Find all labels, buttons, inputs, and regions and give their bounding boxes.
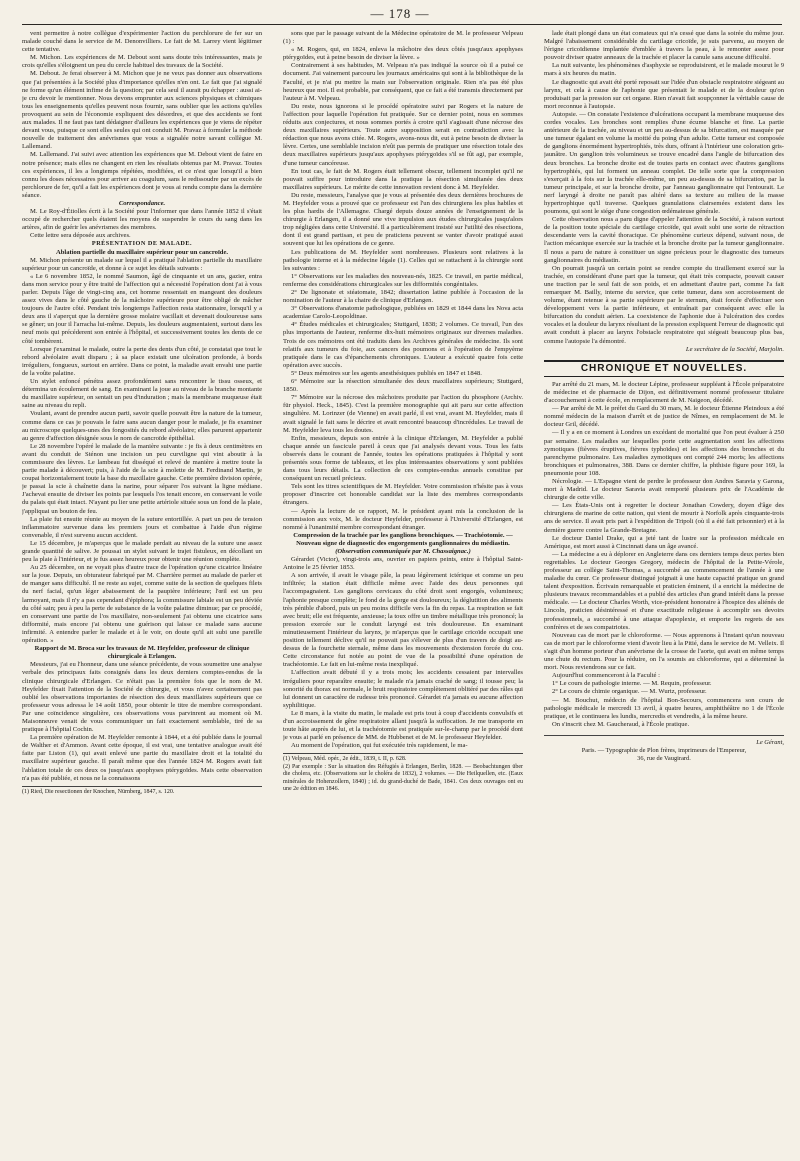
page-number: — 178 — xyxy=(370,6,430,21)
secretary-signature: Le secrétaire de la Société, Marjolin. xyxy=(685,345,784,353)
paragraph: L'affection avait débuté il y a trois mois; les accidents cessaient par intervalles irréguliers pour reparaître ensuite; le malade n'a jamais craché de sang; il tousse peu; la sonorité du thorax est normale, le bruit respiratoire complètement oblitéré par des râles qui lui donnent un caractère de rudesse très prononcé. Gérardet n'a jamais eu aucune affection syphilitique. xyxy=(283,669,523,709)
paragraph: Cette observation nous a paru digne d'appeler l'attention de la Société, à raison surtout de la position toute spéciale du cartilage cricoïde, qui avait subi une sorte de rétraction descendante vers la cavité thoracique. Ce phénomène curieux dépend, suivant nous, de l'action mécanique exercée sur la trachée et la bronche droite par la tumeur ganglionnaire. Il nous a paru de nature à constituer un signe précieux pour le diagnostic des tumeurs ganglionnaires du médiastin. xyxy=(544,216,784,264)
paragraph: — La médecine a eu à déplorer en Angleterre dans ces derniers temps deux pertes bien regrettables. Le docteur Georges Gregory, médecin de l'hôpital de la Petite-Vérole, professeur au collège Saint-Thomas, a succombé au commencement de l'année à une maladie du cœur. Ce professeur distingué joignait à une haute capacité pratique un grand talent d'exposition. Écrivain remarquable et praticien éminent, il a enrichi la médecine de plusieurs travaux recommandables et a publié des articles d'un grand intérêt dans la presse médicale. — Le docteur Charles Worth, vice-président honoraire à l'hospice des aliénés de Lincoln, praticien désintéressé et d'une exactitude religieuse à accomplir ses devoirs professionnels, a succombé à une attaque d'apoplexie, et emporte les regrets de ses confrères et de ses compatriotes. xyxy=(544,550,784,631)
paragraph: — Il y a en ce moment à Londres un excédant de mortalité que l'on peut évaluer à 250 par semaine. Les maladies sur lesquelles porte cette augmentation sont les affections zymotiques (fièvres éruptives, fièvres typhoïdes) et les affections des bronches et du parenchyme pulmonaire. Les maladies zymotiques ont compté 244 morts; les affections bronchiques et pulmonaires, 388. Dans ce dernier chiffre, la phthisie figure pour 169, la pneumonie pour 108. xyxy=(544,429,784,477)
paragraph: Les publications de M. Heyfelder sont nombreuses. Plusieurs sont relatives à la pathologie interne et à la médecine légale (1). Celles qui se rattachent à la chirurgie sont les suivantes : xyxy=(283,248,523,272)
article-heading-ablation: Ablation partielle du maxillaire supérieur pour un cancroïde. xyxy=(55,248,229,256)
paragraph: On s'inscrit chez M. Gaucheraud, à l'École pratique. xyxy=(552,720,690,728)
column-3 xyxy=(544,30,784,1148)
gerant-label: Le Gérant, xyxy=(756,738,784,746)
paragraph: M. Lallemand. J'ai suivi avec attention les expériences que M. Debout vient de faire en notre présence; mais elles ne changent en rien les résultats obtenus par M. Pravaz. Toutes ces expériences, il les a longtemps répétées, modifiées, et ce n'est que lorsqu'il a bien connu les doses nécessaires pour arriver au coagulum, sans le redissoudre par un excès de perchlorure de fer, qu'il a fait les expériences dont je vous ai rendu compte dans la dernière séance. xyxy=(22,151,262,199)
paragraph: Tels sont les titres scientifiques de M. Heyfelder. Votre commission n'hésite pas à vous proposer d'inscrire cet honorable candidat sur la liste des membres correspondants étrangers. xyxy=(283,483,523,507)
paragraph: sons que par le passage suivant de la Médecine opératoire de M. le professeur Velpeau (1) : xyxy=(283,30,523,46)
paragraph: M. Debout. Je ferai observer à M. Michon que je ne veux pas donner aux observations que j'ai présentées à la Société plus d'importance qu'elles n'en ont. Le fait que j'ai signalé ne forme qu'un élément infime de la question; par cela seul il aurait pu échapper : aussi ai-je cru devoir le mentionner. Nous devons emprunter aux sciences physiques et chimiques tous les enseignements qu'elles peuvent nous fournir, sans oublier que les actions qu'elles provoquent au sein de l'économie expliquent des désordres, et que des accidents se font aux malades. Il ne faut pas tant dédaigner d'ailleurs les expériences que je viens de répéter devant vous, puisque ce sont elles seules qui ont conduit M. Pravaz à formuler la méthode nouvelle de traitement des anévrismes que vous a signalée notre savant collègue M. Lallemand. xyxy=(22,70,262,151)
imprint xyxy=(544,735,784,763)
paragraph: Au 25 décembre, on ne voyait plus d'autre trace de l'opération qu'une cicatrice linéaire sur la joue. Depuis, un obturateur fabriqué par M. Charrière permet au malade de parler et de manger sans difficulté. Il ne reste au sujet, comme suite de la section de quelques filets du nerf facial, qu'un léger abaissement de la paupière inférieure; l'œil est un peu larmoyant, mais il n'y a pas cependant d'épiphora; la commissure labiale est un peu déviée du côté sain; peu à peu la perte de substance de la voûte palatine diminue; par ce procédé, en conservant une partie de l'os maxillaire, non-seulement j'ai obtenu une cicatrice sans difformité, mais encore j'ai obtenu une guérison qui laisse ce malade sans aucune infirmité. A entendre parler le malade et à le voir, on doute qu'il ait subi une pareille opération. » xyxy=(22,564,262,645)
paragraph: Voulant, avant de prendre aucun parti, savoir quelle pouvait être la nature de la tumeur, comme dans ce cas je pouvais le faire sans aucun danger pour le malade, je fis examiner au microscope quelques-unes des fongosités du rebord alvéolaire; elles parurent appartenir au genre d'affection désignée sous le nom de cancroïde épithélial. xyxy=(22,410,262,442)
paragraph: Du reste, nous ignorons si le procédé opératoire suivi par Rogers et la nature de l'affection pour laquelle l'opération fut pratiquée. Sur ce dernier point, nous en sommes réduits aux conjectures, et nous sommes portés à croire qu'il s'agissait d'une nécrose des deux maxillaires supérieurs. Toute autre supposition serait en contradiction avec la rédaction que nous avons citée. M. Rogers, avons-nous dit, eut à peine besoin de diviser la lèvre. Certes, une semblable incision n'eût pas permis de pratiquer une résection totale des deux maxillaires supérieurs jusqu'aux apophyses ptérygoïdes s'il se fût agi, par exemple, d'une tumeur cancéreuse. xyxy=(283,102,523,167)
paragraph: Autopsie. — On constate l'existence d'ulcérations occupant la membrane muqueuse des cordes vocales. Les bronches sont remplies d'une écume blanche et fine. La partie antérieure de la trachée, au niveau et un peu au-dessus de sa bifurcation, est masquée par une tumeur égalant en volume la moitié du poing d'un adulte. Cette tumeur est composée de ganglions énormément hypertrophiés, très durs, offrant à l'intérieur une coloration gris-jaunâtre. Un ganglion très volumineux se trouve encadré dans l'angle de bifurcation des deux bronches. La bronche droite est de toutes parts en contact avec d'autres ganglions hypertrophiés, qui lui forment un anneau complet. De telle sorte que la compression s'exerçait à la fois sur la trachée elle-même, un peu au-dessus de sa bifurcation, par la tumeur principale, et sur la bronche droite, par l'anneau ganglionnaire qui l'entourait. Le nerf laryngé à droite ne paraît pas altéré dans sa texture au milieu de la masse hypertrophique qu'il traverse. Quelques granulations clairsemées existent dans les poumons, qui sont le siége d'une congestion œdémateuse générale. xyxy=(544,110,784,216)
paragraph: Du reste, messieurs, l'analyse que je vous ai présentée des deux dernières brochures de M. Heyfelder vous a prouvé que ce professeur est l'un des chirurgiens les plus habiles et les plus hardis de l'Allemagne. Chargé depuis douze années de l'enseignement de la chirurgie à Erlangen, il a donné une vive impulsion aux études chirurgicales jusqu'alors trop négligées dans cette Université. Il a particulièrement insisté sur l'utilité des résections, dont il est grand partisan, et peu de praticiens peuvent se vanter d'avoir pratiqué aussi souvent que lui les opérations de ce genre. xyxy=(283,191,523,248)
section-heading-presentation: PRÉSENTATION DE MALADE. xyxy=(91,240,193,248)
paragraph: Cette lettre sera déposée aux archives. xyxy=(30,232,131,240)
paragraph: Le docteur Daniel Drake, qui a jeté tant de lustre sur la profession médicale en Amérique, est mort aussi à Cincinnati dans un âge avancé. xyxy=(544,534,784,550)
paragraph: lade était plongé dans un état comateux qui n'a cessé que dans la soirée du même jour. Malgré l'abaissement considérable du cartilage cricoïde, je suis parvenu, au moyen de l'érigne cricoïdienne implantée d'emblée à travers la peau, à le remonter assez pour pouvoir diviser quatre anneaux de la trachée et placer la canule sans aucune difficulté. xyxy=(544,30,784,62)
paragraph: Au moment de l'opération, qui fut exécutée très rapidement, le ma- xyxy=(291,742,468,750)
paragraph: Gérardet (Victor), vingt-trois ans, ouvrier en papiers peints, entre à l'hôpital Saint-Antoine le 25 février 1853. xyxy=(283,556,523,572)
paragraph: 3° Observations d'anatomie pathologique, publiées en 1829 et 1844 dans les Nova acta academiae Carolo-Leopoldinae. xyxy=(283,305,523,321)
header-rule xyxy=(22,24,782,25)
paragraph: 2° De lignonate et stéatomate, 1842; dissertation latine publiée à l'occasion de la nomination de l'auteur à la chaire de clinique d'Erlangen. xyxy=(283,289,523,305)
paragraph: « M. Rogers, qui, en 1824, enleva la mâchoire des deux côtés jusqu'aux apophyses ptérygoïdes, eut à peine besoin de diviser la lèvre. » xyxy=(283,46,523,62)
paragraph: Le diagnostic qui avait été porté reposait sur l'idée d'un obstacle respiratoire siégeant au larynx, et cela à cause de l'aphonie que présentait le malade et de la douleur qu'on produisait par la pression sur cet organe. Rien n'avait fait soupçonner la véritable cause de mort reconnue à l'autopsie. xyxy=(544,78,784,110)
article-heading-compression: Compression de la trachée par les ganglions bronchiques. — Trachéotomie. — Nouveau signe de diagnostic des engorgements ganglionnaires du médiastin. xyxy=(293,531,513,547)
paragraph: Enfin, messieurs, depuis son entrée à la clinique d'Erlangen, M. Heyfelder a publié chaque année un fascicule pareil à ceux que j'ai analysés devant vous. Tous les faits observés dans le courant de l'année, toutes les opérations pratiquées à l'hôpital y sont présentés sous forme de tableaux, et les plus intéressantes observations y sont publiées dans tous leurs détails. La collection de ces comptes-rendus annuels constitue par conséquent un recueil précieux. xyxy=(283,434,523,483)
paragraph: Aujourd'hui commenceront à la Faculté : xyxy=(552,672,660,680)
footnote: (1) Ried, Die resectionen der Knochen, Nürnberg, 1847, s. 120. xyxy=(22,788,175,795)
imprint-line: Paris. — Typographie de Plon frères, imprimeurs de l'Empereur, xyxy=(581,746,747,754)
paragraph: La plaie fut ensuite réunie au moyen de la suture entortillée. A part un peu de tension inflammatoire survenue dans les premiers jours et combattue à l'aide d'un régime convenable, il n'est survenu aucun accident. xyxy=(22,515,262,539)
paragraph: — Après la lecture de ce rapport, M. le président ayant mis la conclusion de la commission aux voix, M. le docteur Heyfelder, professeur à l'Université d'Erlangen, est nommé à l'unanimité membre correspondant étranger. xyxy=(283,507,523,531)
paragraph: 6° Mémoire sur la résection simultanée des deux maxillaires supérieurs; Stuttgard, 1850. xyxy=(283,378,523,394)
paragraph: Lorsque j'examinai le malade, outre la perte des dents d'un côté, je constatai que tout le rebord alvéolaire avait disparu ; à sa place existait une ulcération profonde, à bords irréguliers, fongueux, surtout en arrière. Dans ce point, la maladie avait envahi une partie de la voûte palatine. xyxy=(22,345,262,377)
paragraph: Nouveau cas de mort par le chloroforme. — Nous apprenons à l'instant qu'un nouveau cas de mort par le chloroforme vient d'avoir lieu à la Pitié, dans le service de M. Velleix. Il s'agit d'un homme porteur d'un anévrisme de la crosse de l'aorte, qui avait en même temps une chute du rectum. Pour la réduire, on l'a soumis au chloroforme, qui a déterminé la mort. Nous reviendrons sur ce fait. xyxy=(544,631,784,672)
paragraph: En tout cas, le fait de M. Rogers était tellement obscur, tellement incomplet qu'il ne pouvait suffire pour introduire dans la pratique la résection simultanée des deux maxillaires supérieurs. Le mérite de cette innovation revient donc à M. Heyfelder. xyxy=(283,167,523,191)
paragraph: 1° Observations sur les maladies des nouveau-nés, 1825. Ce travail, en partie médical, renferme des considérations chirurgicales sur les difformités congénitales. xyxy=(283,272,523,288)
article-heading-rapport-broca: Rapport de M. Broca sur les travaux de M. Heyfelder, professeur de clinique chirurgicale à Erlangen. xyxy=(34,645,250,661)
paragraph: Le 15 décembre, je m'aperçus que le malade perdait au niveau de la suture une assez grande quantité de salive. Je poussai un stylet suivant le trajet fistuleux, en décollant un peu la plaie à l'intérieur, et je fus assez heureux pour obtenir une réunion complète. xyxy=(22,539,262,564)
paragraph: Le 8 mars, à la visite du matin, le malade est pris tout à coup d'accidents convulsifs et d'un accroissement de gêne respiratoire allant jusqu'à la suffocation. Je me transporte en toute hâte auprès de lui, et la trachéotomie est pratiquée sur-le-champ par le procédé dont je vous ai parlé en présence de MM. de Hubbenet et de M. le professeur Heyfelder. xyxy=(283,709,523,742)
paragraph: 5° Deux mémoires sur les agents anesthésiques publiés en 1847 et 1848. xyxy=(291,369,482,377)
imprint-line: 36, rue de Vaugirard. xyxy=(637,755,691,763)
paragraph: On pourrait jusqu'à un certain point se rendre compte du tiraillement exercé sur la trachée, en considérant d'une part que la tumeur, qui était très compacte, pouvait causer une traction par le seul fait de son poids, et en admettant d'autre part, comme l'a fait remarquer M. Bailly, interne du service, que cette tumeur, dans son accroissement de volume, étant retenue à sa partie supérieure par le sternum, était forcée d'effectuer son développement vers la partie inférieure, et entraînait par conséquent avec elle la bifurcation du conduit aérien. La coexistence de l'aphonie due à l'ulcération des cordes vocales et la douleur du larynx résultant de la pression expliquent l'erreur de diagnostic qui avait conduit à placer au larynx l'obstacle respiratoire qui siégeait beaucoup plus bas, comme l'autopsie l'a démontré. xyxy=(544,264,784,345)
footnote: (2) Par exemple : Sur la situation des Réfugiés à Erlangen, Berlin, 1828. — Beobachtungen über die cholera, etc. (Observations sur le choléra de 1832), 2 volumes. — Die Heilquellen, etc. (Eaux minérales de Hohenzollern, 1840) ; id. du grand-duché de Bade, 1841. Ces deux ouvrages ont eu une 2e édition en 1846. xyxy=(283,763,523,792)
paragraph: 7° Mémoire sur la nécrose des mâchoires produite par l'action du phosphore (Archiv. für physiol. Heck., 1845). C'est la première monographie qui ait paru sur cette affection singulière. M. Lorinzer (de Vienne) en avait parlé, il est vrai, avant M. Heyfelder, mais il avait signalé le fait sans le décrire et avait rencontré beaucoup d'incrédules. Le travail de M. Heyfelder leva tous les doutes. xyxy=(283,394,523,434)
paragraph: La nuit suivante, les phénomènes d'asphyxie se reproduisirent, et le malade mourut le 9 mars à six heures du matin. xyxy=(544,62,784,78)
paragraph: La première opération de M. Heyfelder remonte à 1844, et a été publiée dans le journal de Walther et d'Ammon. Avant cette époque, il est vrai, une tentative analogue avait été faite par Liston (1), qui avait enlevé une partie du maxillaire droit et la totalité du maxillaire supérieur gauche. Il paraît même que des l'année 1824 M. Rogers avait fait l'ablation totale de ces deux os jusqu'aux apophyses ptérygoïdes. Mais cette observation n'a pas été publiée, et nous ne la connaissons xyxy=(22,734,262,782)
paragraph: — Par arrêté de M. le préfet du Gard du 30 mars, M. le docteur Étienne Pleindoux a été nommé médecin de la maison d'arrêt et de justice de Nîmes, en remplacement de M. le docteur Gril, décédé. xyxy=(544,405,784,429)
paragraph: « Le 6 novembre 1852, le nommé Saumon, âgé de cinquante et un ans, gazier, entra dans mon service pour y être traité de l'affection qui a nécessité l'opération dont j'ai à vous parler. Depuis l'âge de vingt-cinq ans, cet homme ressentait en mangeant des douleurs assez vives dans le côté gauche de la mâchoire supérieure pour être obligé de mâcher toujours de l'autre côté. Pendant très longtemps l'affection resta stationnaire, lorsqu'il y a deux ans il s'aperçut que la dernière grosse molaire vacillait et devenait douloureuse sans se gêner; un jour il l'arracha lui-même. Depuis, les douleurs augmentaient, surtout dans les neuf mois qui précéderent son entrée à l'hôpital, et successivement toutes les dents de ce côté tombèrent. xyxy=(22,272,262,345)
column-1 xyxy=(22,30,262,1148)
footnote: (1) Velpeau, Méd. opér., 2e édit., 1839, t. II, p. 628. xyxy=(283,756,407,763)
column-2 xyxy=(283,30,523,1148)
paragraph: M. Michon. Les expériences de M. Debout sont sans doute très intéressantes, mais je crois qu'elles s'éloignent un peu du cercle habituel des travaux de la Société. xyxy=(22,54,262,70)
paragraph: 1° Le cours de pathologie interne. — M. Requin, professeur. xyxy=(552,680,712,688)
paragraph: Nécrologie. — L'Espagne vient de perdre le professeur don Andres Saravia y Garona, mort à Madrid. Le docteur Saravia avait remporté plusieurs prix de l'Académie de chirurgie de cette ville. xyxy=(544,477,784,502)
paragraph: M. Michon présente un malade sur lequel il a pratiqué l'ablation partielle du maxillaire supérieur pour un cancroïde, et donne à ce sujet les détails suivants : xyxy=(22,256,262,272)
paragraph: 2° Le cours de chimie organique. — M. Wurtz, professeur. xyxy=(552,688,707,696)
paragraph: A son arrivée, il avait le visage pâle, la peau légèrement ictérique et comme un peu infiltrée; la station était difficile même avec l'aide des deux personnes qui l'accompagnaient. Les ganglions cervicaux du côté droit sont engorgés, volumineux; l'aphonie presque complète; le fond de la gorge est douloureux; la déglutition des aliments très pénible d'abord, puis un peu moins difficile vers la fin du repas. La respiration se fait avec bruit; elle est fréquente, anxieuse; la toux offre un timbre métallique très prononcé; la pression exercée sur le conduit laryngé est très douloureuse. En examinant minutieusement l'intérieur du larynx, je m'aperçus que le cartilage cricoïde occupait une position tellement déclive qu'il ne pouvait pas s'élever de plus d'un travers de doigt au-dessus de la fourchette sternale, même dans les mouvements d'extension forcée du cou. Cette circonstance fut notée au point de vue de la possibilité d'une opération de trachéotomie. Le fait en lui-même resta inexpliqué. xyxy=(283,572,523,669)
paragraph: vent permettre à notre collègue d'expérimenter l'action du perchlorure de fer sur un malade couché dans le service de M. Denonvilliers. Le fait de M. Larrey vient légitimer cette tentative. xyxy=(22,30,262,54)
paragraph: — Les États-Unis ont à regretter le docteur Jonathan Cowdery, doyen d'âge des chirurgiens de marine de cette nation, qui vient de mourir à Norfolk après cinquante-trois ans de service. Il avait pris part à l'expédition de Tripoli (où il a été fait prisonnier) et à la dernière guerre contre la Grande-Bretagne. xyxy=(544,502,784,534)
article-subheading: (Observation communiquée par M. Chassaignac.) xyxy=(335,548,471,555)
paragraph: Le 28 novembre l'opéré le malade de la manière suivante : je fis à deux centimètres en avant du conduit de Sténon une incision un peu curviligne qui vint aboutir à la commissure des lèvres. Le lambeau fut disséqué et relevé de manière à mettre toute la partie malade à découvert; puis, à l'aide de la scie à molette de M. Ferdinand Martin, je coupai horizontalement toute la base du maxillaire gauche. Cette première division opérée, je passai la scie à chaînette dans la narine, pour séparer l'os suivant la ligne médiane. J'achevai ensuite de diviser les points par lesquels l'os tenait encore, en conservant le voile du palais qui était intact. N'ayant pu lier une petite artériole située sous un fond de la plaie, j'appliquai un bouton de feu. xyxy=(22,442,262,515)
paragraph: 4° Études médicales et chirurgicales; Stuttgard, 1838; 2 volumes. Ce travail, l'un des plus importants de l'auteur, renferme dix-huit mémoires originaux sur diverses maladies. Trois de ces mémoires ont été traduits dans les Archives générales de médecine. Ils sont relatifs aux tumeurs du foie, aux cancers des poumons et à l'opération de l'empyème pratiquée dans le cas d'épanchements chroniques. L'auteur a exécuté quatre fois cette opération avec succès. xyxy=(283,321,523,369)
paragraph: — M. Bouchut, médecin de l'hôpital Bon-Secours, commencera son cours de pathologie médicale le mercredi 13 avril, à quatre heures, amphithéâtre no 1 de l'École pratique, et le continuera les lundis, mercredis et vendredis, à la même heure. xyxy=(544,696,784,720)
paragraph: Contrairement à ses habitudes, M. Velpeau n'a pas indiqué la source où il a puisé ce document. J'ai vainement parcouru les journaux américains qui sont à la bibliothèque de la Faculté, et je n'ai pu mettre la main sur l'observation originale. Rien n'a pas été plus heureux que moi. Il est probable, par conséquent, que ce fait a été transmis directement par l'auteur à M. Velpeau. xyxy=(283,62,523,102)
footnotes xyxy=(283,753,523,793)
paragraph: Messieurs, j'ai eu l'honneur, dans une séance précédente, de vous soumettre une analyse verbale des principaux faits consignés dans les deux derniers comptes-rendus de la clinique chirurgicale d'Erlangen. Ce n'était pas la première fois que le nom de M. Heyfelder fixait l'attention de la Société de chirurgie, et vous n'avez certainement pas oublié les observations importantes de résection des deux maxillaires supérieurs que ce professeur vous adressa le 14 août 1850, pour obtenir le titre de membre correspondant. Par une coïncidence singulière, ces observations vous parvinrent au moment où M. Maisonneuve venait de vous communiquer un fait exactement semblable, tiré de sa pratique à l'hôpital Cochin. xyxy=(22,661,262,734)
section-title-chronique: CHRONIQUE ET NOUVELLES. xyxy=(544,360,784,377)
paragraph: M. Le Roy-d'Étiolles écrit à la Société pour l'informer que dans l'année 1852 il s'était occupé de rechercher quels étaient les moyens de suspendre le cours du sang dans les artères, afin de guérir les anévrismes des membres. xyxy=(22,208,262,232)
footnotes xyxy=(22,786,262,796)
paragraph: Par arrêté du 21 mars, M. le docteur Lépine, professeur suppléant à l'École préparatoire de médecine et de pharmacie de Dijon, est définitivement nommé professeur titulaire d'accouchement à cette école, en remplacement de M. Naigeon, décédé. xyxy=(544,380,784,405)
section-heading-correspondance: Correspondance. xyxy=(118,199,166,207)
paragraph: Un stylet enfoncé pénétra assez profondément sans rencontrer le tissu osseux, et détermina un écoulement de sang. En examinant la joue au niveau de la branche montante du maxillaire supérieur, on sentait un peu d'induration ; mais la membrane muqueuse était saine au niveau du repli. xyxy=(22,378,262,410)
